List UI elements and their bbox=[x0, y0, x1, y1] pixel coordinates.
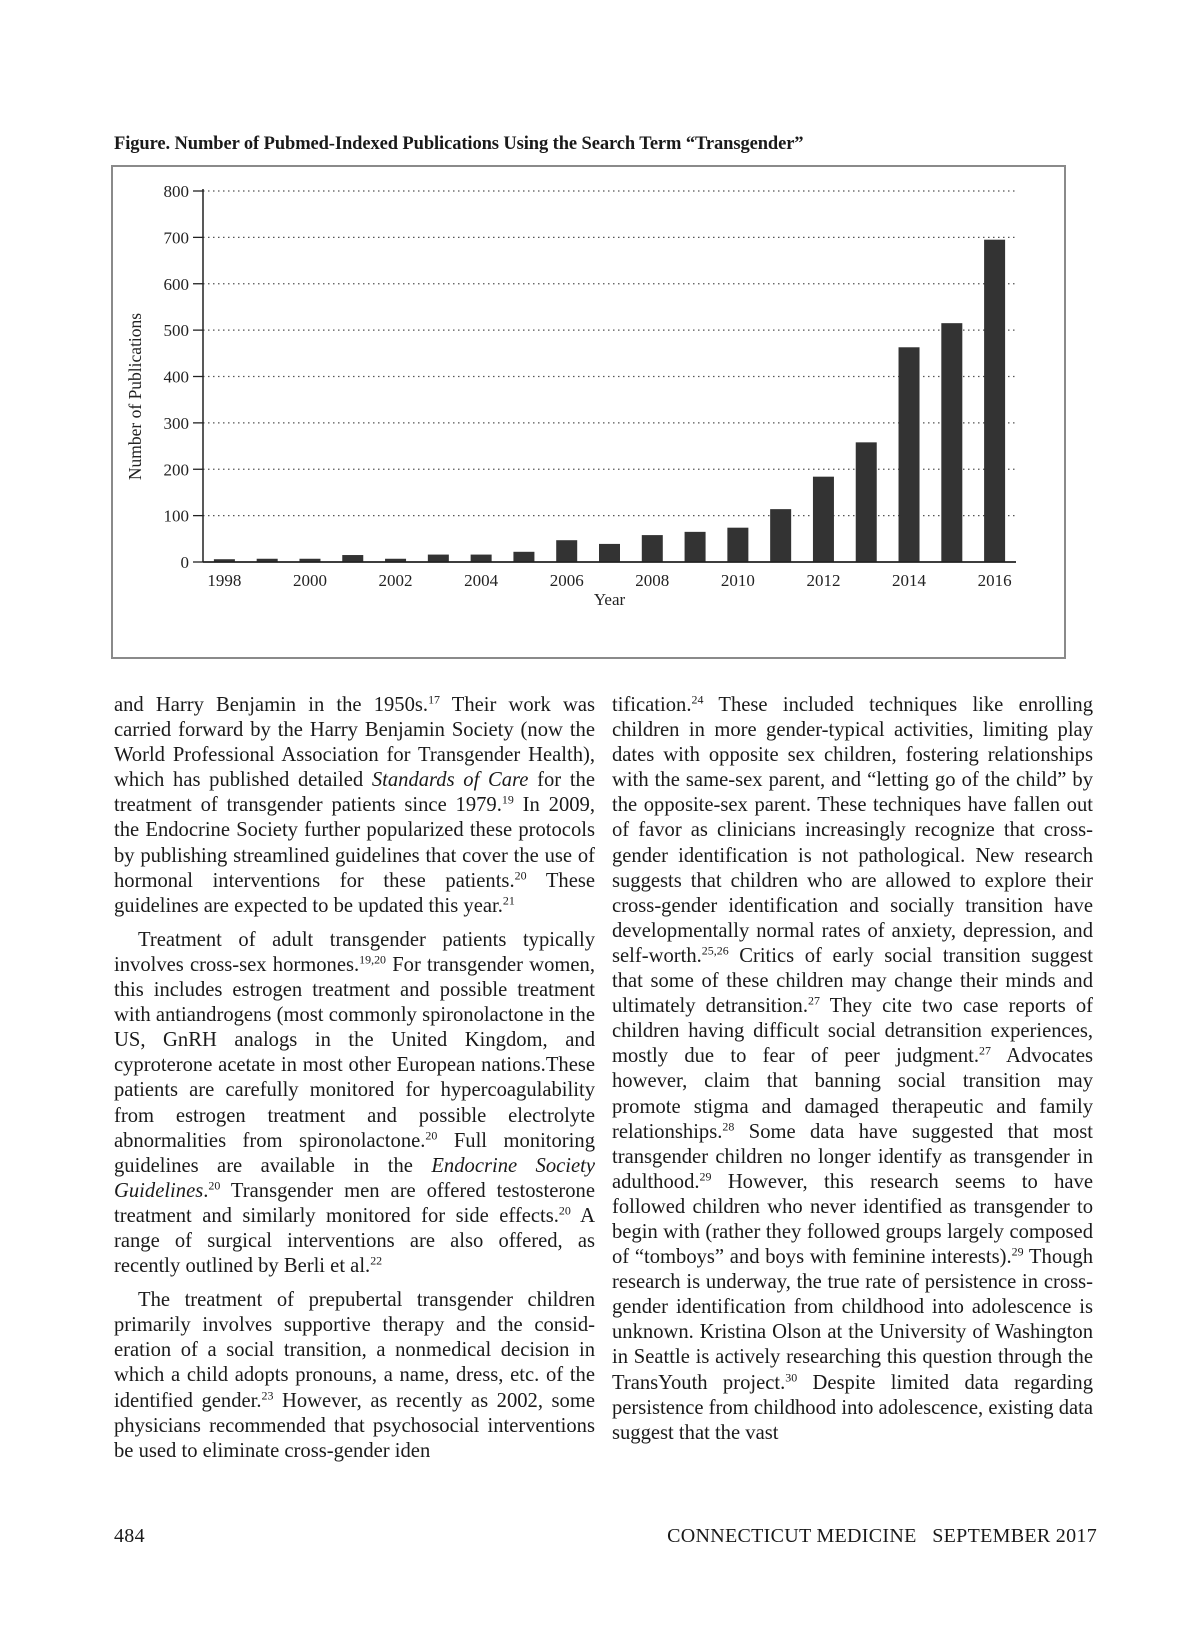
bar-2003 bbox=[428, 555, 449, 562]
bar-2012 bbox=[813, 477, 834, 562]
bar-2011 bbox=[770, 509, 791, 562]
y-tick-label: 400 bbox=[163, 367, 189, 387]
x-tick-label: 2004 bbox=[464, 571, 499, 590]
text-column-left bbox=[114, 693, 595, 1464]
running-footer: CONNECTICUT MEDICINE SEPTEMBER 2017 bbox=[667, 1525, 1097, 1547]
x-tick-label: 2002 bbox=[378, 571, 413, 590]
page-number: 484 bbox=[114, 1525, 145, 1547]
bar-2010 bbox=[727, 528, 748, 562]
bar-2014 bbox=[899, 347, 920, 562]
x-tick-label: 2016 bbox=[977, 571, 1012, 590]
paragraph: Treatment of adult transgender patients typically involves cross-sex hormones.$^{19,20}$ For transgender women, this includes estrogen treatment and possible treatment with antiandrogens (most commonly spironolactone in the US, GnRH analogs in the United Kingdom, and cyproterone acetate in most other European nations.These patients are carefully monitored for hypercoagulability from estrogen treatment and possible electrolyte abnormalities from spironolactone.$^{20}$ Full monitoring guidelines are available in the Endocrine Society Guidelines.$^{20}$ Transgender men are offered testosterone treatment and similarly monitored for side effects.$^{20}$ A range of surgical interventions are also offered, as recently outlined by Berli et al.$^{22}$ bbox=[114, 928, 595, 1278]
y-tick-label: 700 bbox=[163, 228, 189, 248]
bar-2008 bbox=[642, 535, 663, 562]
x-tick-label: 2008 bbox=[635, 571, 670, 590]
paragraph: tification.$^{24}$ These included techniques like enrolling children in more gender-typical activities, limiting play dates with opposite sex children, fostering relationships with the same-sex parent, and “letting go of the child” by the opposite-sex parent. These techniques have fallen out of favor as clinicians increasingly recognize that cross-gender identification is not pathological. New research suggests that children who are allowed to explore their cross-gender identification and socially transition have developmentally normal rates of anxiety, depression, and self-worth.$^{25,26}$ Critics of early social transition suggest that some of these children may change their minds and ultimately detransition.$^{27}$ They cite two case reports of children having difficult social detransition experiences, mostly due to fear of peer judgment.$^{27}$ Advocates however, claim that banning social transition may promote stigma and damaged therapeutic and family relationships.$^{28}$ Some data have suggested that most transgender children no longer identify as transgender in adulthood.$^{29}$ However, this research seems to have followed children who never identified as transgender to begin with (rather they followed groups largely composed of “tomboys” and boys with feminine interests).$^{29}$ Though research is underway, the true rate of persistence in cross-gender identification from childhood into adolescence is unknown. Kristina Olson at the University of Washington in Seattle is actively researching this question through the TransYouth project.$^{30}$ Despite limited data regarding persistence from childhood into adolescence, existing data suggest that the vast bbox=[612, 692, 1094, 1444]
y-tick-label: 300 bbox=[163, 413, 189, 433]
x-tick-label: 2006 bbox=[549, 571, 584, 590]
y-tick-label: 800 bbox=[163, 182, 189, 201]
publications-bar-chart bbox=[113, 167, 1064, 657]
bar-2005 bbox=[513, 552, 534, 562]
bar-2007 bbox=[599, 544, 620, 562]
figure-caption: Figure. Number of Pubmed-Indexed Publications Using the Search Term “Transgender” bbox=[114, 134, 804, 154]
text-column-right bbox=[612, 693, 1093, 1446]
bar-2009 bbox=[685, 532, 706, 562]
x-tick-label: 2010 bbox=[720, 571, 755, 590]
x-tick-label: 2014 bbox=[892, 571, 927, 590]
y-tick-label: 600 bbox=[163, 274, 189, 294]
bar-2001 bbox=[342, 555, 363, 562]
x-axis-label: Year bbox=[593, 590, 626, 609]
paragraph: and Harry Benjamin in the 1950s.$^{17}$ Their work was carried forward by the Harry Benjamin Society (now the World Professional Association for Transgender Health), which has published detailed Standards of Care for the treatment of transgender patients since 1979.19 In 2009, the Endocrine Society further popularized these protocols by publishing streamlined guidelines that cover the use of hormonal interventions for these patients.$^{20}$ These guidelines are expected to be updated this year.$^{21}$ bbox=[114, 692, 596, 917]
y-tick-label: 0 bbox=[180, 553, 189, 572]
y-tick-label: 100 bbox=[163, 506, 189, 526]
bar-2006 bbox=[556, 540, 577, 562]
figure-frame bbox=[111, 165, 1066, 659]
x-tick-label: 2000 bbox=[292, 571, 327, 590]
x-tick-label: 2012 bbox=[806, 571, 841, 590]
bar-2004 bbox=[471, 555, 492, 562]
bar-2015 bbox=[941, 323, 962, 562]
y-tick-label: 500 bbox=[163, 321, 189, 341]
bar-2013 bbox=[856, 442, 877, 562]
x-tick-label: 1998 bbox=[207, 571, 242, 590]
bar-2016 bbox=[984, 240, 1005, 562]
y-tick-label: 200 bbox=[163, 460, 189, 480]
y-axis-label: Number of Publications bbox=[125, 312, 145, 481]
paragraph: The treatment of prepubertal transgender children primarily involves supportive therapy and the consideration of a social transition, a nonmedical decision in which a child adopts pronouns, a name, dress, etc. of the identified gender.$^{23}$ However, as recently as 2002, some physicians recommended that psychosocial interventions be used to eliminate cross-gender iden bbox=[114, 1289, 596, 1462]
